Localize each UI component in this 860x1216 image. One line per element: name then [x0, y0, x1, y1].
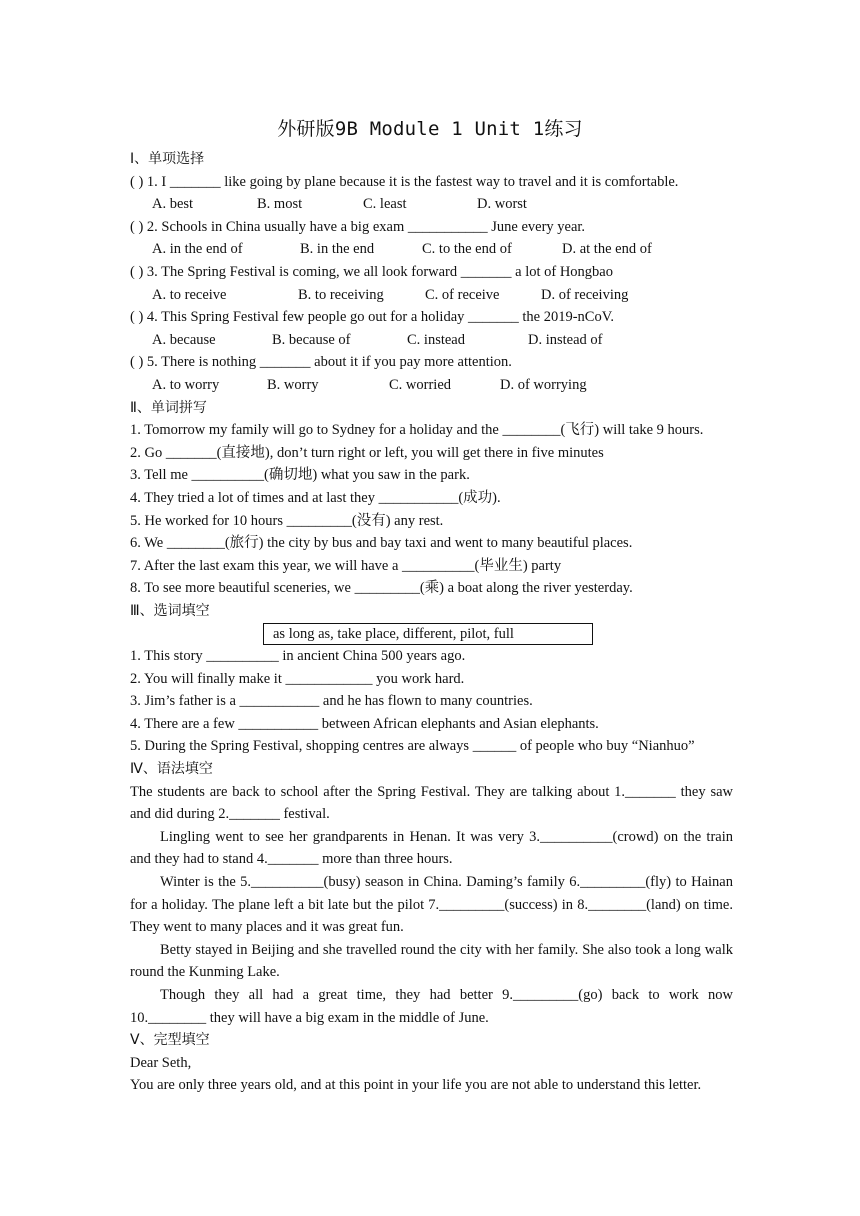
spelling-item-1: 1. Tomorrow my family will go to Sydney for a holiday and the ________(飞行) will take 9 hours. — [130, 422, 704, 439]
option-d: D. of receiving — [541, 286, 629, 303]
option-d: D. of worrying — [500, 376, 587, 393]
option-d: D. at the end of — [562, 241, 652, 258]
option-c: C. of receive — [425, 286, 500, 303]
mc-options-5 — [130, 374, 733, 397]
option-d: D. worst — [477, 196, 527, 213]
section-5-heading: Ⅴ、完型填空 — [130, 1032, 210, 1049]
fill-item-3: 3. Jim’s father is a ___________ and he has flown to many countries. — [130, 693, 533, 710]
word-box-row — [130, 622, 733, 645]
option-c: C. least — [363, 196, 407, 213]
worksheet-title: 外研版9B Module 1 Unit 1练习 — [277, 118, 583, 140]
spelling-item-6: 6. We ________(旅行) the city by bus and bay taxi and went to many beautiful places. — [130, 535, 633, 552]
spelling-item-8: 8. To see more beautiful sceneries, we _________(乘) a boat along the river yesterday. — [130, 580, 633, 597]
section-3-heading: Ⅲ、选词填空 — [130, 602, 210, 619]
grammar-paragraph-3: Winter is the 5.__________(busy) season in China. Daming’s family 6._________(fly) to Hainan for a holiday. The plane left a bit late but the pilot 7._________(success) in 8.________(land) on time. They went to many places and it was great fun. — [130, 874, 733, 936]
option-a: A. in the end of — [152, 241, 243, 258]
option-a: A. to worry — [152, 376, 220, 393]
spelling-item-3: 3. Tell me __________(确切地) what you saw in the park. — [130, 467, 470, 484]
mc-options-2 — [130, 238, 733, 261]
grammar-paragraph-2: Lingling went to see her grandparents in Henan. It was very 3.__________(crowd) on the train and they had to stand 4._______ more than three hours. — [130, 828, 733, 868]
worksheet-content — [130, 148, 733, 1097]
option-d: D. instead of — [528, 331, 603, 348]
spelling-item-2: 2. Go _______(直接地), don’t turn right or left, you will get there in five minutes — [130, 444, 604, 461]
option-a: A. to receive — [152, 286, 227, 303]
grammar-paragraph-1: The students are back to school after the Spring Festival. They are talking about 1._______ they saw and did during 2._______ festival. — [130, 783, 733, 823]
option-b: B. in the end — [300, 241, 375, 258]
fill-item-1: 1. This story __________ in ancient China 500 years ago. — [130, 648, 466, 665]
option-b: B. because of — [272, 331, 351, 348]
option-b: B. worry — [267, 376, 319, 393]
option-c: C. to the end of — [422, 241, 512, 258]
spelling-item-5: 5. He worked for 10 hours _________(没有) any rest. — [130, 512, 444, 529]
mc-options-3 — [130, 284, 733, 307]
section-4-heading: Ⅳ、语法填空 — [130, 761, 213, 778]
grammar-paragraph-4: Betty stayed in Beijing and she travelled round the city with her family. She also took a long walk round the Kunming Lake. — [130, 941, 733, 981]
fill-item-2: 2. You will finally make it ____________ you work hard. — [130, 670, 465, 687]
section-1-heading: Ⅰ、单项选择 — [130, 151, 205, 167]
mc-options-1 — [130, 193, 733, 216]
mc-question-3: ( ) 3. The Spring Festival is coming, we all look forward _______ a lot of Hongbao — [130, 263, 613, 280]
option-b: B. to receiving — [298, 286, 384, 303]
letter-first-line: You are only three years old, and at this point in your life you are not able to understand this letter. — [130, 1077, 702, 1094]
mc-question-5: ( ) 5. There is nothing _______ about it if you pay more attention. — [130, 354, 512, 371]
fill-item-5: 5. During the Spring Festival, shopping centres are always ______ of people who buy “Nianhuo” — [130, 738, 695, 755]
mc-question-4: ( ) 4. This Spring Festival few people go out for a holiday _______ the 2019-nCoV. — [130, 309, 614, 326]
option-a: A. best — [152, 196, 194, 213]
spelling-item-4: 4. They tried a lot of times and at last they ___________(成功). — [130, 489, 501, 506]
section-2-heading: Ⅱ、单词拼写 — [130, 399, 207, 416]
grammar-paragraph-5: Though they all had a great time, they had better 9._________(go) back to work now 10.________ they will have a big exam in the middle of June. — [130, 986, 733, 1026]
letter-salutation: Dear Seth, — [130, 1054, 192, 1071]
mc-options-4 — [130, 329, 733, 352]
fill-item-4: 4. There are a few ___________ between African elephants and Asian elephants. — [130, 715, 599, 732]
option-c: C. instead — [407, 331, 465, 348]
spelling-item-7: 7. After the last exam this year, we will have a __________(毕业生) party — [130, 557, 562, 574]
mc-question-1: ( ) 1. I _______ like going by plane because it is the fastest way to travel and it is comfortable. — [130, 173, 679, 190]
option-c: C. worried — [389, 376, 452, 393]
mc-question-2: ( ) 2. Schools in China usually have a big exam ___________ June every year. — [130, 218, 586, 235]
option-b: B. most — [257, 196, 303, 213]
word-box: as long as, take place, different, pilot, full — [263, 623, 593, 645]
option-a: A. because — [152, 331, 216, 348]
